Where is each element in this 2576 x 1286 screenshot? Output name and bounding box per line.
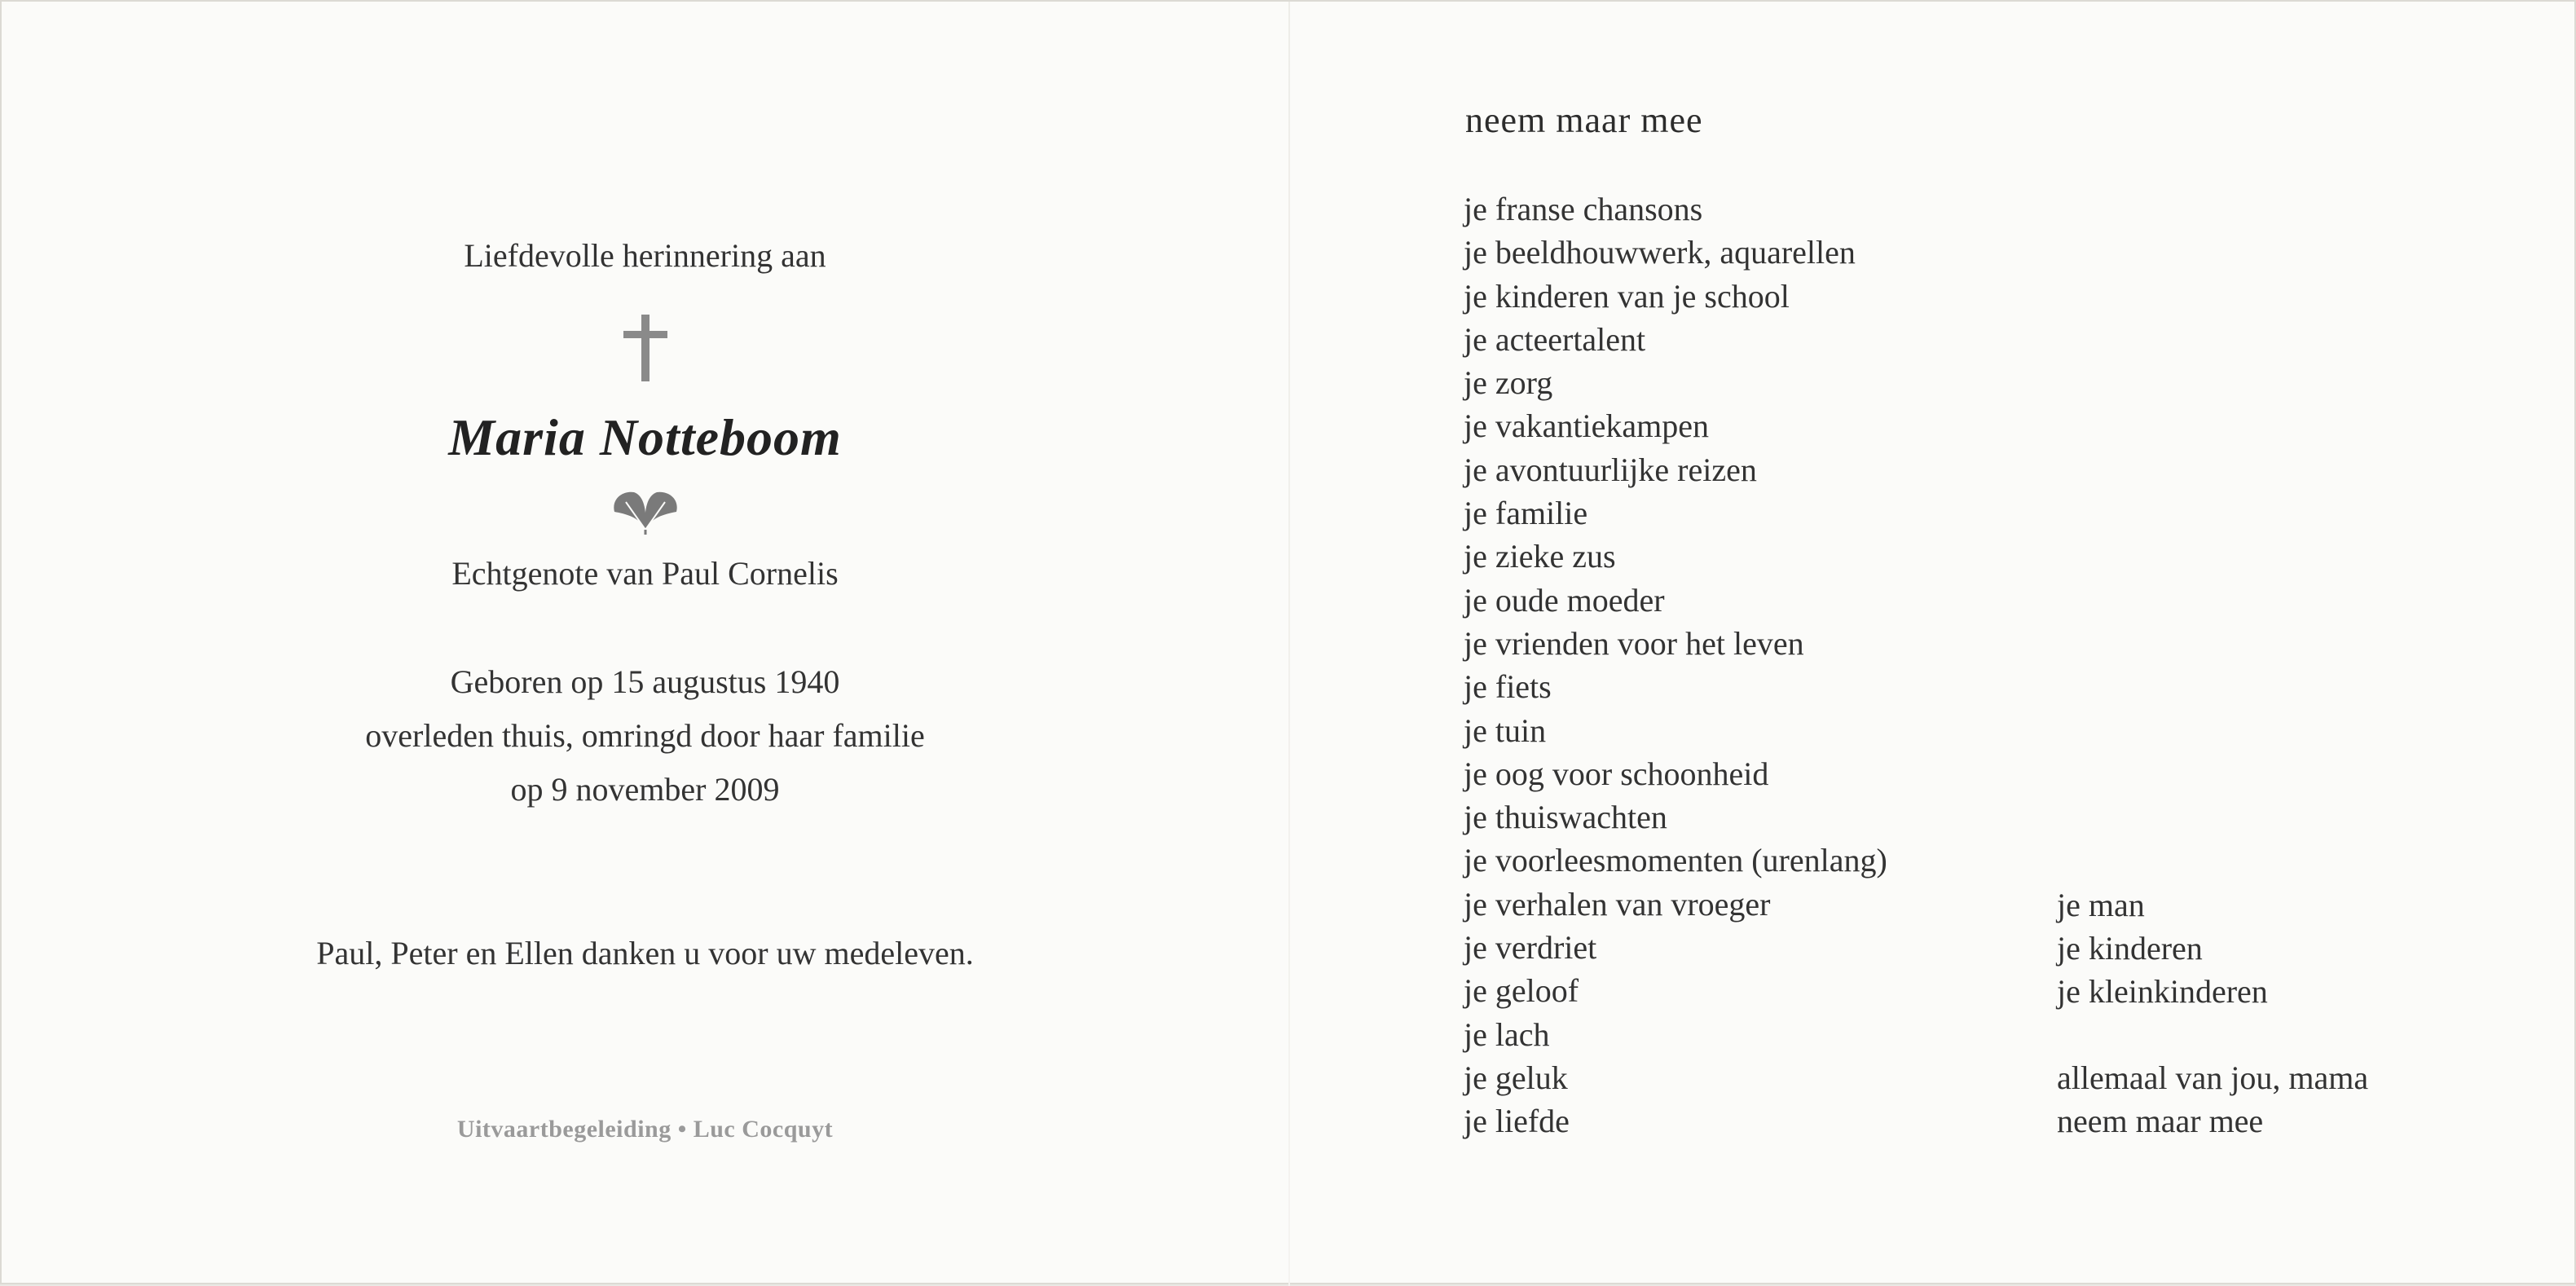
- card-fold: [1288, 2, 1290, 1286]
- closing-stanza: [2057, 883, 2368, 1143]
- closing-line: allemaal van jou, mama: [2057, 1059, 2369, 1096]
- intro-text: Liefdevolle herinnering aan: [464, 237, 826, 274]
- poem-line: je acteertalent: [1464, 320, 1646, 358]
- poem-line: je vakantiekampen: [1464, 407, 1709, 445]
- poem-line: je tuin: [1464, 711, 1547, 749]
- poem-line: je avontuurlijke reizen: [1464, 451, 1757, 488]
- cross-icon: [623, 315, 667, 381]
- poem-line: je franse chansons: [1464, 191, 1703, 227]
- poem-line: je voorleesmomenten (urenlang): [1464, 842, 1887, 879]
- thanks-text: Paul, Peter en Ellen danken u voor uw medeleven.: [316, 935, 974, 971]
- poem-line: je fiets: [1464, 668, 1552, 706]
- closing-line: je kinderen: [2057, 930, 2203, 967]
- poem-line: je oude moeder: [1464, 581, 1665, 619]
- closing-line: je man: [2057, 887, 2145, 923]
- poem-list: [1464, 187, 1887, 1143]
- deceased-name: Maria Notteboom: [448, 408, 842, 466]
- poem-line: je thuiswachten: [1464, 799, 1667, 836]
- poem-line: je geloof: [1464, 972, 1579, 1010]
- poem-line: je familie: [1464, 495, 1588, 532]
- poem-line: je beeldhouwwerk, aquarellen: [1464, 234, 1856, 271]
- poem-line: je lach: [1464, 1015, 1550, 1053]
- poem-line: je kinderen van je school: [1464, 277, 1790, 315]
- death-text: overleden thuis, omringd door haar familie: [365, 717, 925, 754]
- poem-line: je verhalen van vroeger: [1464, 885, 1771, 923]
- poem-title: neem maar mee: [1465, 100, 1703, 140]
- poem-line: je vrienden voor het leven: [1464, 624, 1804, 662]
- poem-line: je zorg: [1464, 364, 1553, 402]
- left-page: [2, 2, 1288, 1286]
- birth-text: Geboren op 15 augustus 1940: [450, 663, 840, 700]
- poem-line: je verdriet: [1464, 929, 1597, 967]
- death-date-text: op 9 november 2009: [510, 771, 780, 808]
- funeral-director-footer: Uitvaartbegeleiding • Luc Cocquyt: [456, 1116, 834, 1143]
- poem-line: je zieke zus: [1464, 538, 1616, 575]
- poem-line: je geluk: [1464, 1059, 1568, 1096]
- closing-line: je kleinkinderen: [2057, 973, 2268, 1010]
- closing-line: neem maar mee: [2057, 1103, 2264, 1139]
- poem-line: je liefde: [1464, 1103, 1570, 1140]
- spouse-text: Echtgenote van Paul Cornelis: [451, 555, 839, 592]
- leaves-icon: [608, 487, 683, 535]
- poem-line: je oog voor schoonheid: [1464, 755, 1769, 792]
